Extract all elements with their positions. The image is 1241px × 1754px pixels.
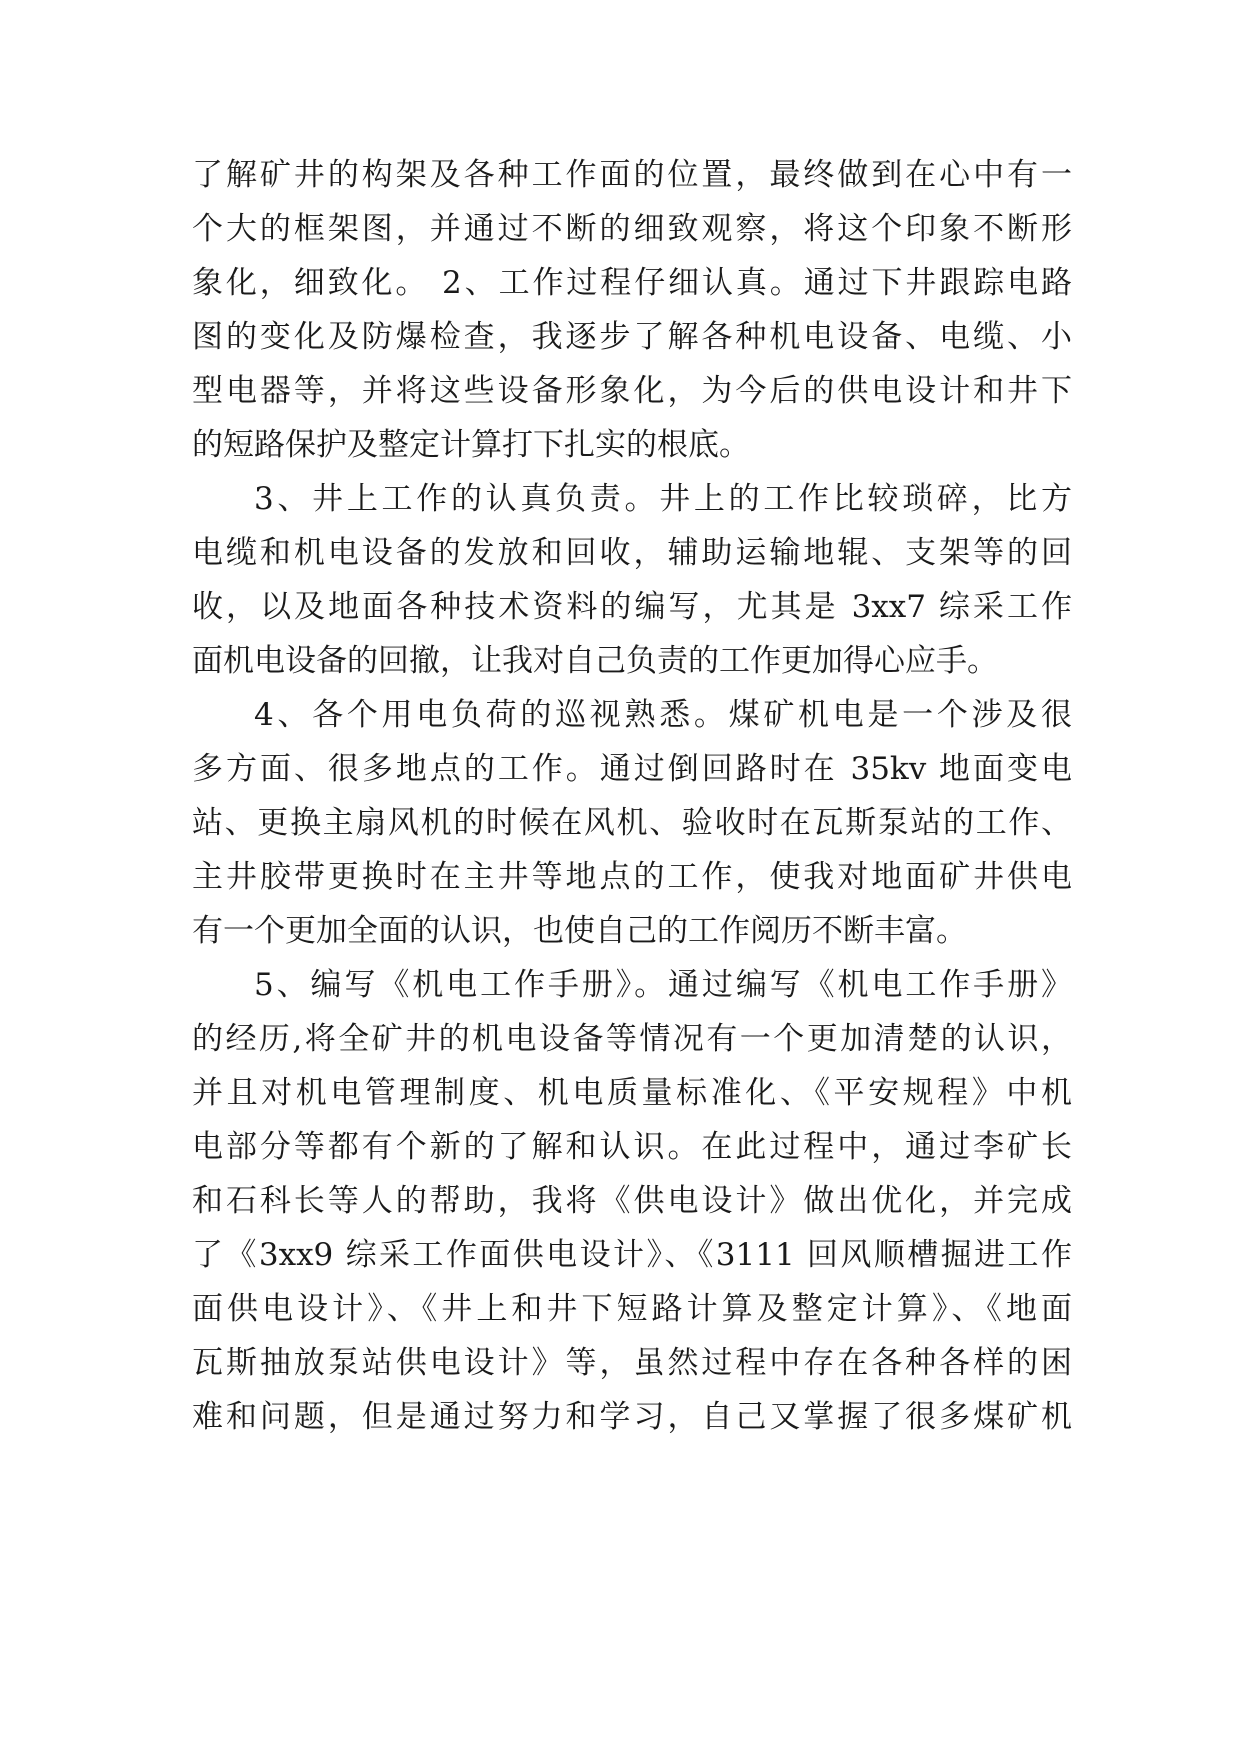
text-line: 难和问题，但是通过努力和学习，自己又掌握了很多煤矿机	[192, 1399, 1072, 1435]
text-line: 的经历,将全矿井的机电设备等情况有一个更加清楚的认识，	[192, 1021, 1072, 1057]
text-line: 电缆和机电设备的发放和回收，辅助运输地辊、支架等的回	[192, 535, 1072, 571]
text-line: 型电器等，并将这些设备形象化，为今后的供电设计和井下	[192, 373, 1072, 409]
text-line: 收，以及地面各种技术资料的编写，尤其是 3xx7 综采工作	[192, 589, 1072, 625]
text-line: 了解矿井的构架及各种工作面的位置，最终做到在心中有一	[192, 157, 1072, 193]
text-line: 并且对机电管理制度、机电质量标准化、《平安规程》中机	[192, 1075, 1072, 1111]
text-line: 有一个更加全面的认识，也使自己的工作阅历不断丰富。	[192, 913, 967, 949]
text-line: 3、井上工作的认真负责。井上的工作比较琐碎，比方	[254, 481, 1072, 517]
paragraph-1	[192, 148, 1072, 472]
text-line: 瓦斯抽放泵站供电设计》等，虽然过程中存在各种各样的困	[192, 1345, 1072, 1381]
text-line: 图的变化及防爆检查，我逐步了解各种机电设备、电缆、小	[192, 319, 1072, 355]
paragraph-3	[192, 688, 1072, 958]
text-line: 面机电设备的回撤，让我对自己负责的工作更加得心应手。	[192, 643, 998, 679]
text-line: 主井胶带更换时在主井等地点的工作，使我对地面矿井供电	[192, 859, 1072, 895]
text-line: 面供电设计》、《井上和井下短路计算及整定计算》、《地面	[192, 1291, 1072, 1327]
text-line: 4、各个用电负荷的巡视熟悉。煤矿机电是一个涉及很	[254, 697, 1072, 733]
text-line: 站、更换主扇风机的时候在风机、验收时在瓦斯泵站的工作、	[192, 805, 1072, 841]
text-line: 电部分等都有个新的了解和认识。在此过程中，通过李矿长	[192, 1129, 1072, 1165]
text-line: 个大的框架图，并通过不断的细致观察，将这个印象不断形	[192, 211, 1072, 247]
text-line: 了《3xx9 综采工作面供电设计》、《3111 回风顺槽掘进工作	[192, 1237, 1072, 1273]
body-text	[192, 148, 1072, 1444]
text-line: 的短路保护及整定计算打下扎实的根底。	[192, 427, 750, 463]
paragraph-4	[192, 958, 1072, 1444]
text-line: 和石科长等人的帮助，我将《供电设计》做出优化，并完成	[192, 1183, 1072, 1219]
paragraph-2	[192, 472, 1072, 688]
text-line: 多方面、很多地点的工作。通过倒回路时在 35kv 地面变电	[192, 751, 1072, 787]
text-line: 5、编写《机电工作手册》。通过编写《机电工作手册》	[254, 967, 1072, 1003]
text-line: 象化，细致化。 2、工作过程仔细认真。通过下井跟踪电路	[192, 265, 1072, 301]
